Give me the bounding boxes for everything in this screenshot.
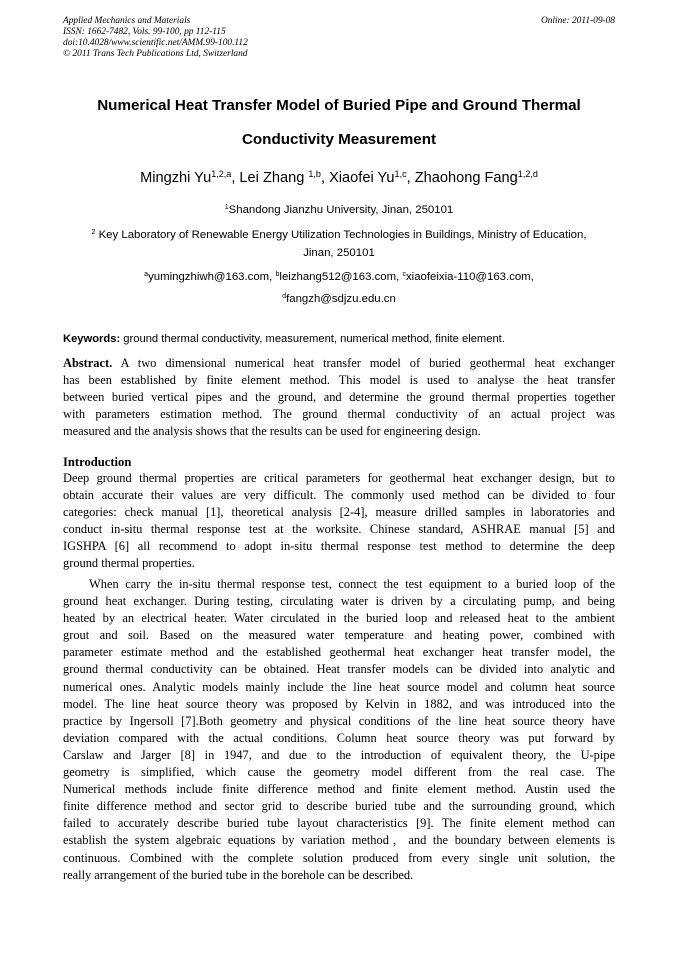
affiliation-text: Jinan, 250101 <box>303 247 375 259</box>
keywords <box>63 331 615 347</box>
abstract-line: between buried vertical pipes and the ground, and determine the ground thermal properties together <box>63 390 615 405</box>
affiliation-number: 1 <box>224 204 229 212</box>
paragraph-line: grout and soil. Based on the measured water temperature and heating power, combined with <box>63 628 615 643</box>
author-list: Mingzhi Yu$^{1,2,a}$, Lei Zhang $^{1,b}$, Xiaofei Yu$^{1,c}$, Zhaohong Fang$^{1,2,d}$ <box>140 169 538 186</box>
email-link[interactable]: yumingzhiwh@163.com, <box>148 271 276 283</box>
paper-title <box>63 89 615 157</box>
section-heading-introduction: Introduction <box>63 455 132 469</box>
affiliation-2 <box>63 226 615 262</box>
paragraph-line: establish the system algebraic equations by variation method，and the boundary between elements is <box>63 833 615 848</box>
paragraph-line: model. The line heat source theory was proposed by Kelvin in 1882, and was introduced into the <box>63 696 615 711</box>
journal-header <box>63 16 615 60</box>
paragraph-line: Carslaw and Jarger [8] in 1947, and due to the introduction of equivalent theory, the U-pipe <box>63 747 615 762</box>
issn-line: ISSN: 1662-7482, Vols. 99-100, pp 112-115 <box>63 27 226 37</box>
paragraph-line: parameter estimate method and the established geothermal heat exchanger heat transfer model, the <box>63 645 615 660</box>
copyright-line: © 2011 Trans Tech Publications Ltd, Switzerland <box>63 49 248 59</box>
author-affiliation-marker: 1,b <box>308 169 321 180</box>
paragraph-line: practice by Ingersoll [7].Both geometry and physical conditions of the line heat source theory have <box>63 713 615 728</box>
author-name: Lei Zhang <box>239 170 309 186</box>
keywords-text: ground thermal conductivity, measurement, numerical method, finite element. <box>120 333 505 345</box>
paragraph-line: heated by an electrical heater. Water circulated in the buried loop and released heat to the ambient <box>63 611 615 626</box>
author-affiliation-marker: 1,c <box>394 169 407 180</box>
email-link[interactable]: leizhang512@163.com, <box>279 271 403 283</box>
affiliation-text: Shandong Jianzhu University, Jinan, 250101 <box>228 204 454 216</box>
email-link[interactable]: fangzh@sdjzu.edu.cn <box>286 293 396 305</box>
paragraph-line: geometry is simplified, which cause the geometry model different from the real case. The <box>63 765 615 780</box>
affiliation-1 <box>63 201 615 219</box>
paragraph-line: categories: check manual [1], theoretical analysis [2-4], measure drilled samples in laboratories and <box>63 505 615 520</box>
paragraph-line: IGSHPA [6] all recommend to adopt in-situ thermal response test method to determine the deep <box>63 539 615 554</box>
journal-name: Applied Mechanics and Materials <box>63 16 191 26</box>
paragraph-line: conduct in-situ thermal response test at the worksite. Chinese standard, ASHRAE manual [5] and <box>63 522 615 537</box>
paragraph-line: numerical ones. Analytic models mainly include the line heat source model and column heat source <box>63 679 615 694</box>
paragraph-line: ground heat exchanger. During testing, circulating water is driven by a circulating pump, and being <box>63 594 615 609</box>
paragraph-line: ground thermal properties. <box>63 556 195 571</box>
abstract-label: Abstract. <box>63 356 113 370</box>
paragraph-line: failed to accurately describe buried tube layout characteristics [9]. The finite element method can <box>63 816 615 831</box>
paragraph-line: When carry the in-situ thermal response test, connect the test equipment to a buried loop of the <box>63 577 615 591</box>
author-name: Zhaohong Fang <box>414 170 518 186</box>
keywords-label: Keywords: <box>63 333 121 345</box>
author-name: Mingzhi Yu <box>140 170 212 186</box>
title-line-1: Numerical Heat Transfer Model of Buried Pipe and Ground Thermal <box>97 97 581 114</box>
email-link[interactable]: xiaofeixia-110@163.com, <box>405 271 534 283</box>
abstract-line: with parameters estimation method. The ground thermal conductivity of an actual project was <box>63 407 615 422</box>
introduction-paragraph-2 <box>63 576 615 884</box>
author-emails: $^a$yumingzhiwh@163.com, $^b$leizhang512@163.com, $^c$xiaofeixia-110@163.com, $^d$fangzh@sdjzu.edu.cn <box>144 271 534 305</box>
paragraph-line: deviation compared with the actual conditions. Column heat source theory was put forward by <box>63 730 615 745</box>
affiliation-number: 2 <box>91 229 96 237</box>
affiliation-text: Key Laboratory of Renewable Energy Utilization Technologies in Buildings, Ministry of Education, <box>98 229 587 241</box>
abstract-line: measured and the analysis shows that the results can be used for engineering design. <box>63 424 481 439</box>
abstract: Abstract. A two dimensional numerical heat transfer model of buried geothermal heat exchanger has been established by finite element method. This model is used to analyse the heat transfer between buried vertical pipes and the ground, and determine the ground thermal properties together with parameters estimation method. The ground thermal conductivity of an actual project was measured and the analysis shows that the results can be used for engineering design. <box>63 355 615 440</box>
paragraph-line: really arrangement of the buried tube in the borehole can be described. <box>63 867 414 882</box>
paragraph-line: obtain accurate their values are very difficult. The commonly used method can be divided to four <box>63 488 615 503</box>
paragraph-line: Numerical methods include finite difference method and finite element method. Austin used the <box>63 782 615 797</box>
paragraph-line: ground thermal conductivity can be obtained. Heat transfer models can be divided into analytic and <box>63 662 615 677</box>
introduction-paragraph-1 <box>63 470 615 573</box>
doi-line: doi:10.4028/www.scientific.net/AMM.99-100.112 <box>63 38 248 48</box>
online-date: Online: 2011-09-08 <box>540 16 615 26</box>
author-affiliation-marker: 1,2,a <box>211 169 232 180</box>
abstract-line: has been established by finite element method. This model is used to analyse the heat transfer <box>63 373 615 388</box>
paragraph-line: continuous. Combined with the complete solution produced from every single unit solution, the <box>63 850 615 865</box>
paragraph-line: finite difference method and sector grid to describe buried tube and the surrounding ground, which <box>63 799 615 814</box>
title-line-2: Conductivity Measurement <box>241 131 437 148</box>
paragraph-line: Deep ground thermal properties are critical parameters for geothermal heat exchanger design, but to <box>63 471 615 485</box>
author-name: Xiaofei Yu <box>329 170 395 186</box>
author-affiliation-marker: 1,2,d <box>517 169 538 180</box>
